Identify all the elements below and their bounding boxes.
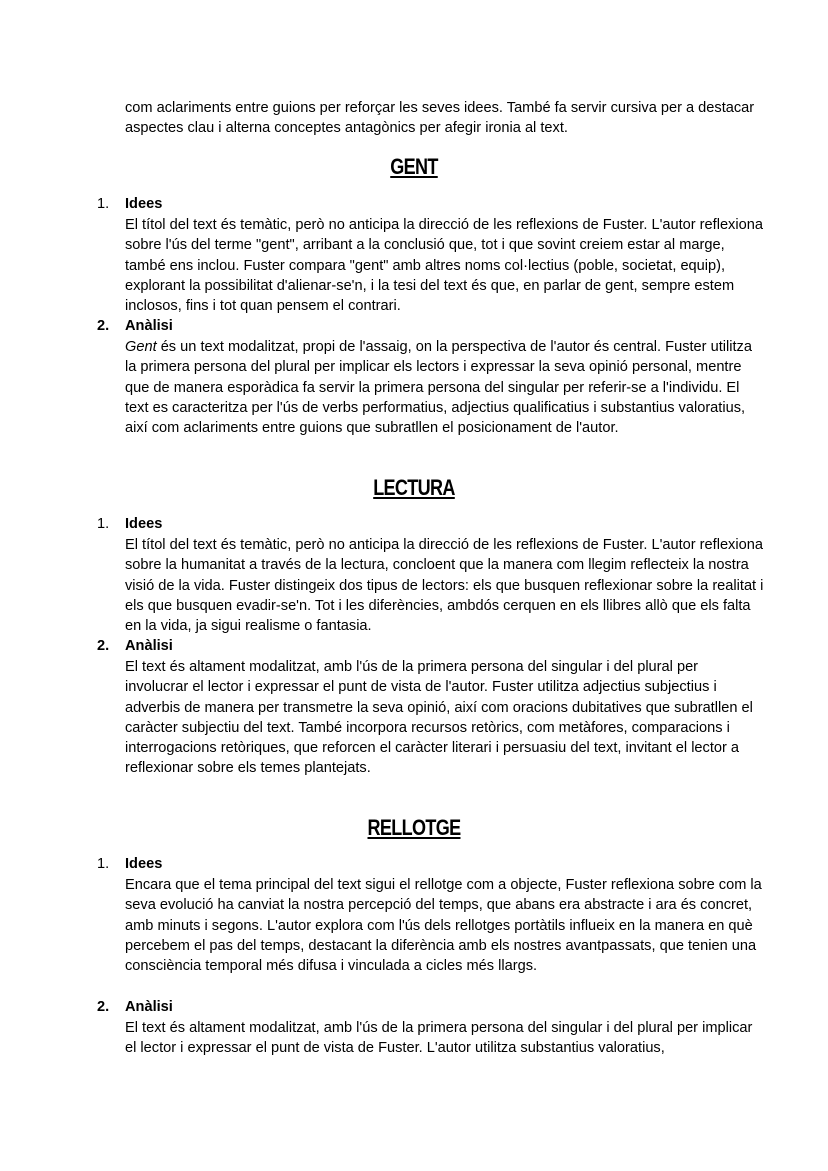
section-title-rellotge: RELLOTGE [367, 815, 461, 840]
intro-paragraph: com aclariments entre guions per reforçar les seves idees. També fa servir cursiva per a destacar aspectes clau i alterna conceptes antagònics per afegir ironia al text. [125, 100, 755, 137]
list-number: 1. [97, 516, 110, 532]
body-text: és un text modalitzat, propi de l'assaig, on la perspectiva de l'autor és central. Fuster utilitza la primera persona del plural per implicar els lectors i expressar la seva opinió personal, mentre que de manera esporàdica fa servir la primera persona del singular per referir-se a l'individu. El text es caracteritza per l'ús de verbs performatius, adjectius qualificatius i substantius valoratius, així com aclariments entre guions que subratllen el posicionament de l'autor. [125, 339, 752, 437]
item-heading: Idees [125, 856, 163, 872]
list-number: 2. [97, 999, 110, 1015]
item-body: Encara que el tema principal del text sigui el rellotge com a objecte, Fuster reflexiona sobre com la seva evolució ha canviat la nostra percepció del temps, que abans era abstracte i ara és concret, amb minuts i segons. L'autor explora com l'ús dels rellotges portàtils influeix en la manera en què percebem el pas del temps, destacant la diferència amb els nostres avantpassats, que tenien una consciència temporal més difusa i vinculada a cicles més llargs. [125, 877, 762, 975]
list-number: 1. [97, 856, 110, 872]
item-heading: Anàlisi [125, 638, 173, 654]
item-heading: Idees [125, 196, 163, 212]
list-number: 1. [97, 196, 110, 212]
item-heading: Anàlisi [125, 999, 173, 1015]
list-number: 2. [97, 638, 110, 654]
item-heading: Idees [125, 516, 163, 532]
item-body: El text és altament modalitzat, amb l'ús de la primera persona del singular i del plural per involucrar el lector i expressar el punt de vista de l'autor. Fuster utilitza adjectius subjectius i adverbis de manera per transmetre la seva opinió, així com oracions dubitatives que subratllen el caràcter subjectiu del text. També incorpora recursos retòrics, com metàfores, comparacions i interrogacions retòriques, que reforcen el caràcter literari i persuasiu del text, invitant el lector a reflexionar sobre els temes plantejats. [125, 659, 753, 777]
section-title-lectura: LECTURA [373, 475, 455, 500]
section-title-gent: GENT [390, 154, 438, 179]
item-heading: Anàlisi [125, 318, 173, 334]
italic-title: Gent [125, 339, 157, 355]
list-number: 2. [97, 318, 110, 334]
item-body: El títol del text és temàtic, però no anticipa la direcció de les reflexions de Fuster. L'autor reflexiona sobre la humanitat a través de la lectura, concloent que la manera com llegim reflecteix la nostra visió de la vida. Fuster distingeix dos tipus de lectors: els que busquen reflexionar sobre la realitat i els que busquen evadir-se'n. Tot i les diferències, ambdós cerquen en els llibres allò que els falta en la vida, ja sigui realisme o fantasia. [125, 537, 764, 635]
item-body: El text és altament modalitzat, amb l'ús de la primera persona del singular i del plural per implicar el lector i expressar el punt de vista de Fuster. L'autor utilitza substantius valoratius, [125, 1020, 753, 1057]
item-body [125, 337, 765, 438]
item-body: El títol del text és temàtic, però no anticipa la direcció de les reflexions de Fuster. L'autor reflexiona sobre l'ús del terme "gent", arribant a la conclusió que, tot i que sovint creiem estar al marge, també ens inclou. Fuster compara "gent" amb altres noms col·lectius (poble, societat, equip), explorant la possibilitat d'alienar-se'n, i la tesi del text és que, en parlar de gent, sempre estem inclosos, fins i tot quan pensem el contrari. [125, 217, 763, 315]
